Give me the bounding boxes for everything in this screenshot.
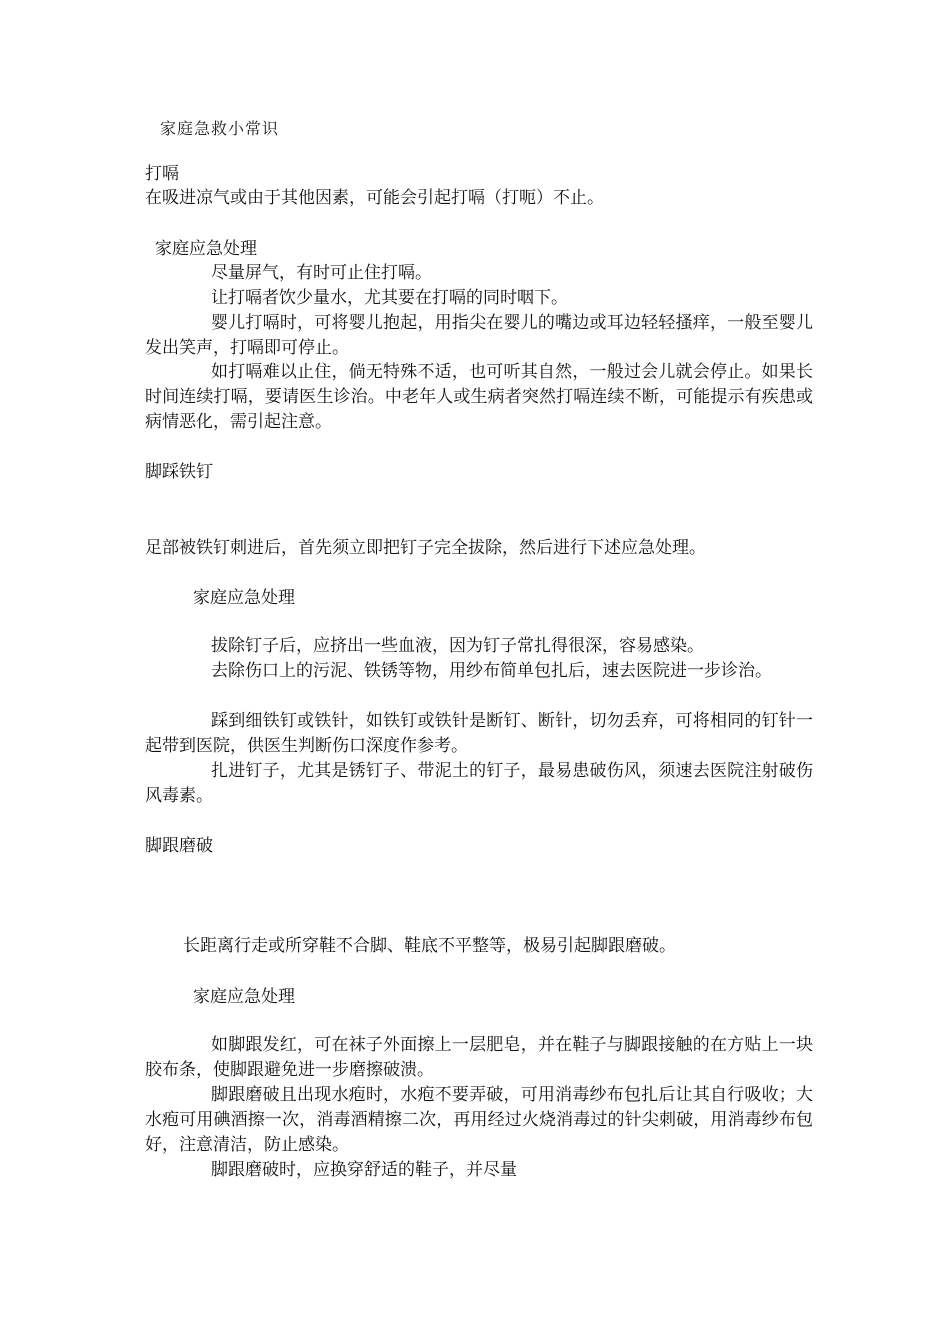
paragraph-heel-2: 脚跟磨破且出现水疱时，水疱不要弄破，可用消毒纱布包扎后让其自行吸收；大水疱可用碘酒擦一次，消毒酒精擦二次，再用经过火烧消毒过的针尖刺破，用消毒纱布包好，注意清洁，防止感染。 (145, 1085, 813, 1155)
paragraph-hiccup-4: 如打嗝难以止住，倘无特殊不适，也可听其自然，一般过会儿就会停止。如果长时间连续打嗝，要请医生诊治。中老年人或生病者突然打嗝连续不断，可能提示有疾患或病情恶化，需引起注意。 (145, 362, 813, 432)
section-intro-nail: 足部被铁钉刺进后，首先须立即把钉子完全拔除，然后进行下述应急处理。 (145, 538, 706, 558)
paragraph-nail-1: 拔除钉子后，应挤出一些血液，因为钉子常扎得很深，容易感染。 (211, 636, 704, 656)
paragraph-nail-4: 扎进钉子，尤其是锈钉子、带泥土的钉子，最易患破伤风，须速去医院注射破伤风毒素。 (145, 761, 813, 806)
section-heading-heel: 脚跟磨破 (145, 836, 213, 856)
paragraph-nail-3: 踩到细铁钉或铁针，如铁钉或铁针是断钉、断针，切勿丢弃，可将相同的钉针一起带到医院，供医生判断伤口深度作参考。 (145, 711, 813, 756)
paragraph-nail-2: 去除伤口上的污泥、铁锈等物，用纱布简单包扎后，速去医院进一步诊治。 (211, 661, 772, 681)
section-intro-heel: 长距离行走或所穿鞋不合脚、鞋底不平整等，极易引起脚跟磨破。 (183, 936, 676, 956)
paragraph-hiccup-1: 尽量屏气，有时可止住打嗝。 (211, 263, 432, 283)
sub-heading-nail: 家庭应急处理 (193, 588, 295, 608)
document-title: 家庭急救小常识 (160, 119, 280, 138)
paragraph-hiccup-2: 让打嗝者饮少量水，尤其要在打嗝的同时咽下。 (211, 288, 568, 308)
paragraph-hiccup-3: 婴儿打嗝时，可将婴儿抱起，用指尖在婴儿的嘴边或耳边轻轻搔痒，一般至婴儿发出笑声，打嗝即可停止。 (145, 313, 813, 358)
section-heading-hiccup: 打嗝 (145, 164, 179, 184)
paragraph-heel-1: 如脚跟发红，可在袜子外面擦上一层肥皂，并在鞋子与脚跟接触的在方贴上一块胶布条，使脚跟避免进一步磨擦破溃。 (145, 1035, 813, 1080)
paragraph-heel-3: 脚跟磨破时，应换穿舒适的鞋子，并尽量 (211, 1160, 517, 1180)
sub-heading-heel: 家庭应急处理 (193, 987, 295, 1007)
section-intro-hiccup: 在吸进凉气或由于其他因素，可能会引起打嗝（打呃）不止。 (145, 188, 604, 208)
sub-heading-hiccup: 家庭应急处理 (155, 239, 257, 259)
section-heading-nail: 脚踩铁钉 (145, 462, 213, 482)
